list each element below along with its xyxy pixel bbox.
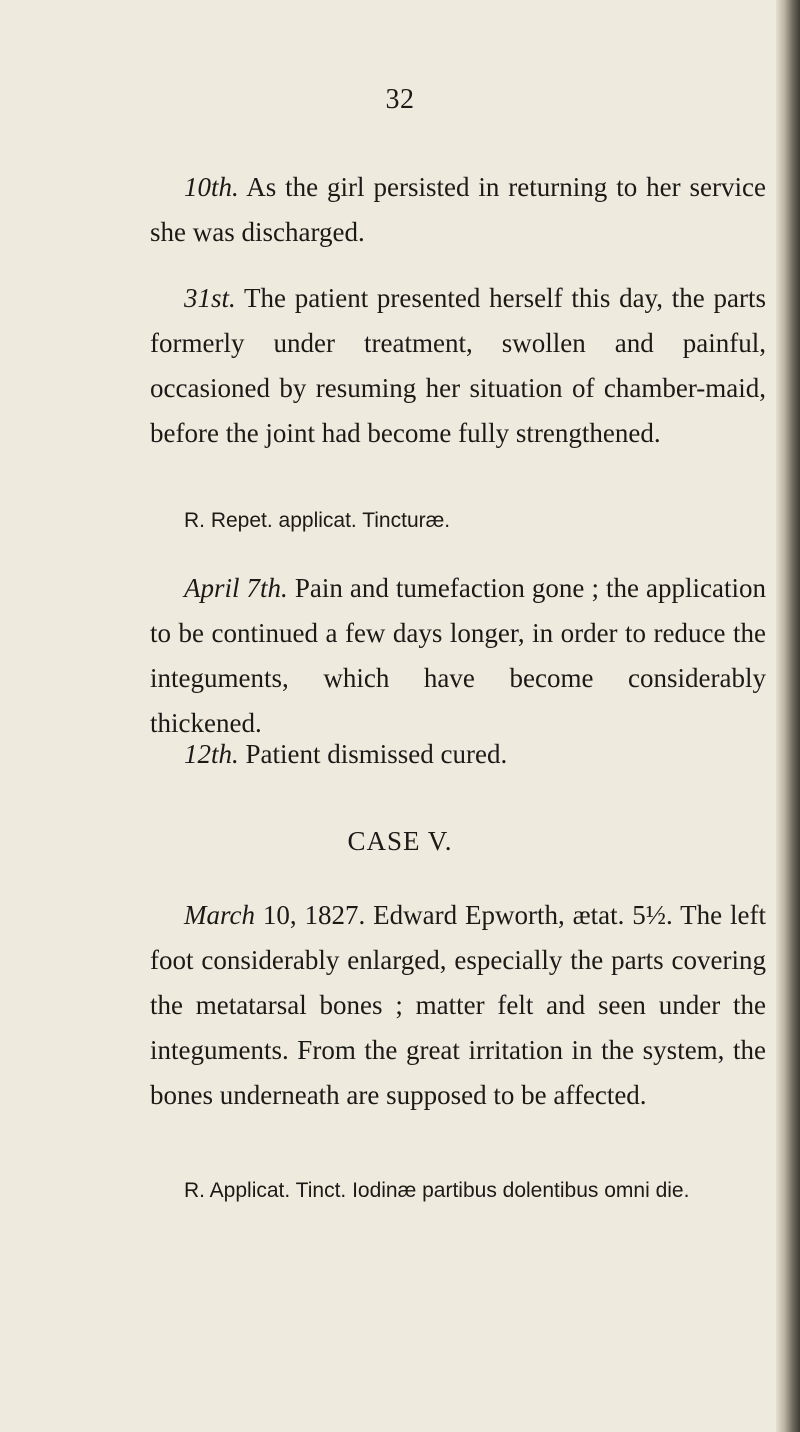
entry-text: Pain and tumefaction gone ; the application to be continued a few days longer, in order to reduce the integuments, which have become considerably thickened. — [150, 573, 766, 738]
prescription-iodine: R. Applicat. Tinct. Iodinæ partibus dolentibus omni die. — [184, 1179, 690, 1202]
entry-date: 31st. — [184, 283, 236, 313]
entry-text: Patient dismissed cured. — [238, 739, 508, 769]
page-number: 32 — [385, 84, 415, 115]
entry-april-7th — [150, 566, 766, 746]
entry-12th — [150, 732, 766, 777]
case-heading: CASE V. — [347, 826, 453, 856]
page-gutter-shadow — [776, 0, 800, 1432]
entry-date: 10th. — [184, 172, 239, 202]
entry-date: 12th. — [184, 739, 239, 769]
entry-date: April 7th. — [184, 573, 288, 603]
entry-31st — [150, 276, 766, 456]
entry-march-10 — [150, 893, 766, 1118]
entry-text: The patient presented herself this day, the parts formerly under treatment, swollen and painful, occasioned by resuming her situation of chamber-maid, before the joint had become fully strengthened. — [150, 283, 766, 448]
entry-text: 10, 1827. Edward Epworth, ætat. 5½. The left foot considerably enlarged, especially the parts covering the metatarsal bones ; matter felt and seen under the integuments. From the great irritation in the system, the bones underneath are supposed to be affected. — [150, 900, 766, 1110]
prescription-repeat: R. Repet. applicat. Tincturæ. — [184, 509, 451, 532]
entry-10th — [150, 165, 766, 255]
entry-date: March — [184, 900, 255, 930]
entry-text: As the girl persisted in returning to her service she was discharged. — [150, 172, 766, 247]
